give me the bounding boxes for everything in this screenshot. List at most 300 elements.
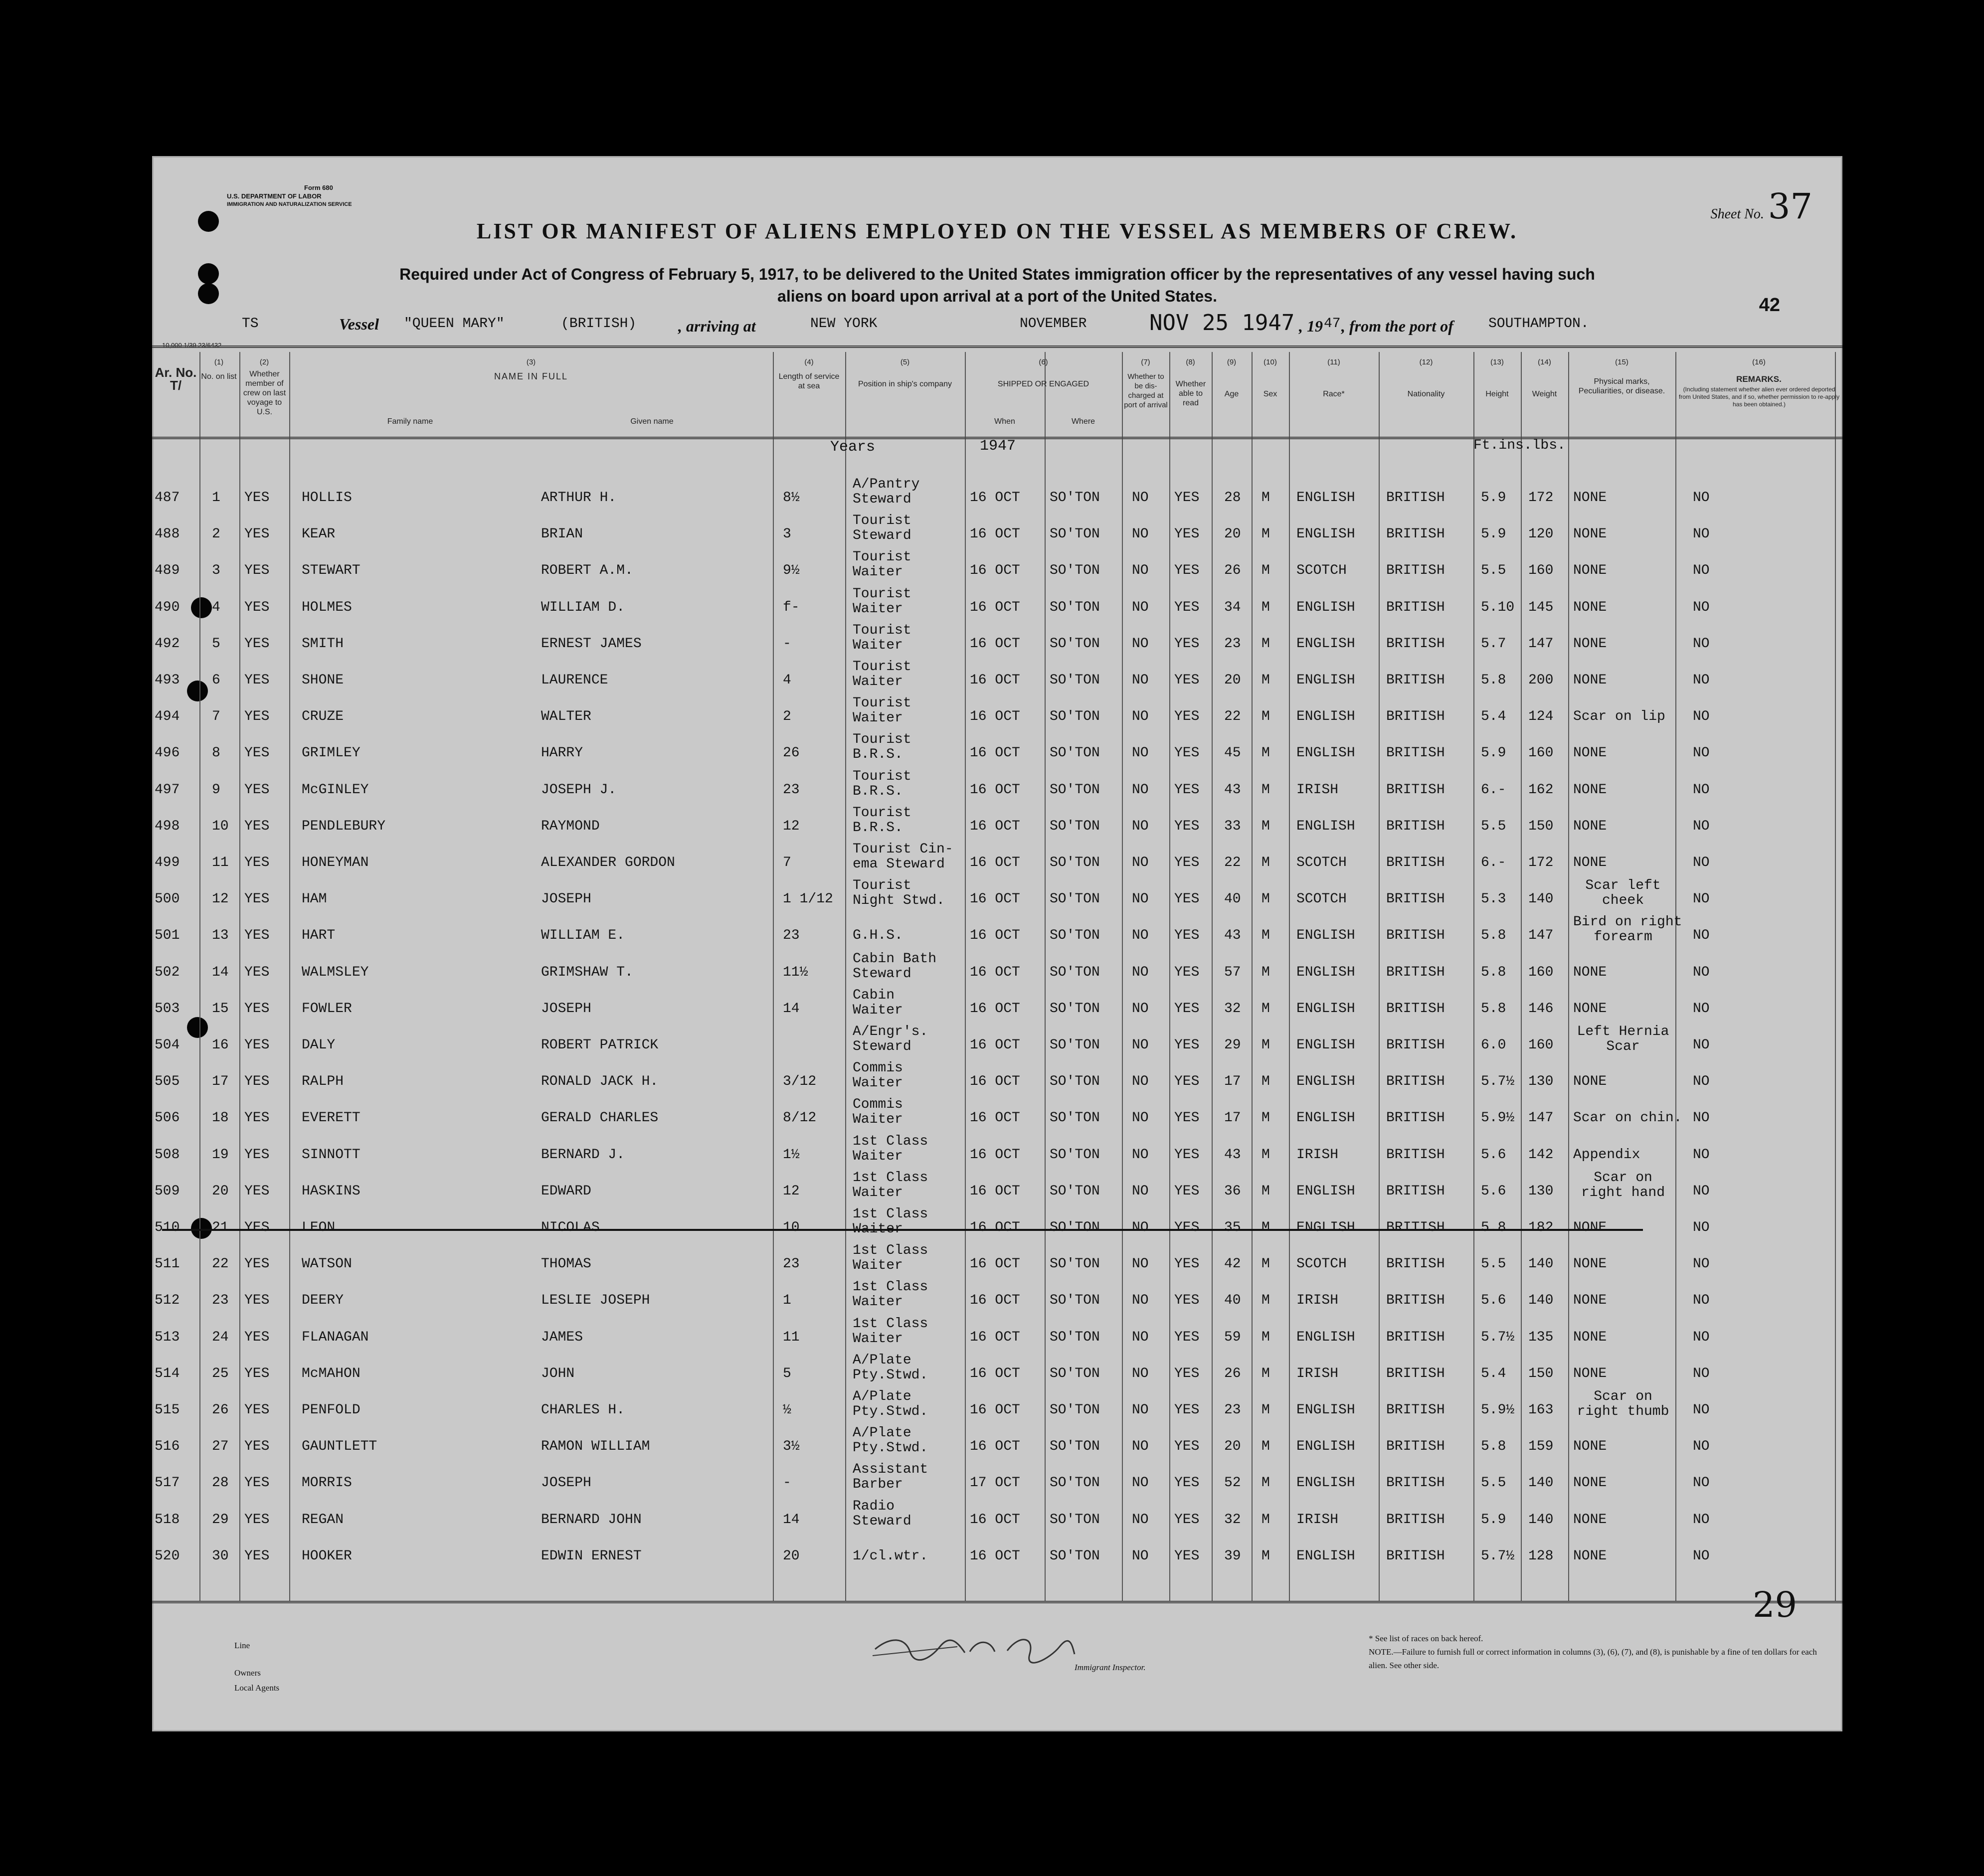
cell-list-no: 17 <box>212 1074 229 1089</box>
cell-position: A/Plate Pty.Stwd. <box>853 1353 928 1383</box>
cell-crew-last-voyage: YES <box>244 1330 270 1345</box>
cell-given-name: ALEXANDER GORDON <box>541 855 675 870</box>
cell-family-name: WATSON <box>302 1256 352 1272</box>
cell-service: 23 <box>783 928 800 943</box>
cell-race: ENGLISH <box>1296 490 1355 506</box>
cell-crew-last-voyage: YES <box>244 819 270 834</box>
cell-crew-last-voyage: YES <box>244 563 270 578</box>
cell-ar-no: 488 <box>155 526 180 542</box>
cell-sex: M <box>1262 891 1270 907</box>
cell-height: 5.9 <box>1481 1512 1506 1528</box>
cell-list-no: 26 <box>212 1402 229 1418</box>
cell-physical-marks: NONE <box>1573 1293 1607 1308</box>
cell-height: 5.8 <box>1481 1001 1506 1017</box>
cell-ar-no: 518 <box>155 1512 180 1528</box>
cell-race: ENGLISH <box>1296 965 1355 980</box>
cell-service: 8½ <box>783 490 800 506</box>
cell-remarks: NO <box>1693 490 1710 506</box>
subtitle <box>312 263 1683 307</box>
cell-able-to-read: YES <box>1174 600 1200 615</box>
cell-family-name: HONEYMAN <box>302 855 369 870</box>
cell-age: 22 <box>1224 709 1241 724</box>
cell-race: ENGLISH <box>1296 1475 1355 1491</box>
cell-family-name: FOWLER <box>302 1001 352 1017</box>
cell-weight: 147 <box>1528 928 1554 943</box>
cell-sex: M <box>1262 1147 1270 1163</box>
cell-height: 5.9½ <box>1481 1110 1515 1126</box>
penalty-note: NOTE.—Failure to furnish full or correct information in columns (3), (6), (7), and (8), is punishable by a fine of ten dollars for each alien. See other side. <box>1369 1647 1817 1670</box>
cell-remarks: NO <box>1693 1037 1710 1053</box>
cell-position: Tourist Waiter <box>853 695 911 726</box>
cell-height: 5.3 <box>1481 891 1506 907</box>
cell-crew-last-voyage: YES <box>244 1037 270 1053</box>
cell-discharged: NO <box>1132 1184 1149 1199</box>
cell-where: SO'TON <box>1050 1512 1100 1528</box>
cell-ar-no: 492 <box>155 636 180 652</box>
cell-list-no: 13 <box>212 928 229 943</box>
cell-list-no: 24 <box>212 1330 229 1345</box>
cell-nationality: BRITISH <box>1386 1037 1445 1053</box>
cell-where: SO'TON <box>1050 1439 1100 1454</box>
cell-given-name: EDWIN ERNEST <box>541 1548 642 1564</box>
cell-list-no: 29 <box>212 1512 229 1528</box>
cell-crew-last-voyage: YES <box>244 965 270 980</box>
cell-position: Tourist Waiter <box>853 549 911 580</box>
sheet-number-label: Sheet No. <box>1710 206 1764 222</box>
column-header <box>152 352 1842 439</box>
cell-ar-no: 498 <box>155 819 180 834</box>
cell-able-to-read: YES <box>1174 1001 1200 1017</box>
table-row <box>152 1316 1842 1355</box>
table-row <box>152 625 1842 662</box>
cell-ar-no: 499 <box>155 855 180 870</box>
cell-service: 9½ <box>783 563 800 578</box>
cell-able-to-read: YES <box>1174 1110 1200 1126</box>
cell-when: 16 OCT <box>970 782 1020 798</box>
signature-scribble <box>870 1632 1080 1667</box>
table-row <box>152 914 1842 953</box>
cell-family-name: PENDLEBURY <box>302 819 386 834</box>
cell-height: 5.10 <box>1481 600 1515 615</box>
col-num: (1) <box>214 358 224 366</box>
cell-position: Tourist B.R.S. <box>853 769 911 799</box>
cell-when: 16 OCT <box>970 1330 1020 1345</box>
col-sex: Sex <box>1263 390 1277 398</box>
table-row <box>152 771 1842 808</box>
cell-able-to-read: YES <box>1174 490 1200 506</box>
cell-discharged: NO <box>1132 928 1149 943</box>
col-family-name: Family name <box>387 417 433 426</box>
cell-when: 16 OCT <box>970 1110 1020 1126</box>
table-row <box>152 1537 1842 1574</box>
cell-family-name: STEWART <box>302 563 361 578</box>
cell-list-no: 1 <box>212 490 220 506</box>
units-subheader: Ft.ins.lbs. <box>1473 438 1566 453</box>
cell-sex: M <box>1262 1184 1270 1199</box>
cell-nationality: BRITISH <box>1386 526 1445 542</box>
cell-age: 43 <box>1224 782 1241 798</box>
cell-given-name: LESLIE JOSEPH <box>541 1293 650 1308</box>
cell-position: Commis Waiter <box>853 1060 903 1091</box>
punch-hole <box>198 283 219 304</box>
table-row <box>152 1206 1842 1245</box>
cell-weight: 124 <box>1528 709 1554 724</box>
cell-when: 16 OCT <box>970 965 1020 980</box>
cell-crew-last-voyage: YES <box>244 526 270 542</box>
cell-given-name: WALTER <box>541 709 591 724</box>
cell-weight: 163 <box>1528 1402 1554 1418</box>
cell-when: 16 OCT <box>970 1184 1020 1199</box>
cell-discharged: NO <box>1132 855 1149 870</box>
handwritten-page-mark: 29 <box>1753 1584 1798 1625</box>
cell-nationality: BRITISH <box>1386 600 1445 615</box>
cell-weight: 147 <box>1528 636 1554 652</box>
table-row <box>152 659 1842 698</box>
cell-where: SO'TON <box>1050 1402 1100 1418</box>
cell-when: 16 OCT <box>970 600 1020 615</box>
col-num: (6) <box>1039 358 1048 366</box>
cell-age: 20 <box>1224 526 1241 542</box>
cell-age: 40 <box>1224 891 1241 907</box>
cell-list-no: 2 <box>212 526 220 542</box>
cell-remarks: NO <box>1693 526 1710 542</box>
cell-discharged: NO <box>1132 1402 1149 1418</box>
cell-sex: M <box>1262 636 1270 652</box>
cell-age: 17 <box>1224 1110 1241 1126</box>
cell-height: 5.8 <box>1481 1220 1506 1235</box>
cell-given-name: JAMES <box>541 1330 583 1345</box>
cell-sex: M <box>1262 855 1270 870</box>
cell-list-no: 8 <box>212 745 220 761</box>
cell-race: ENGLISH <box>1296 1330 1355 1345</box>
cell-sex: M <box>1262 709 1270 724</box>
footer-labels <box>234 1632 279 1702</box>
cell-when: 16 OCT <box>970 1293 1020 1308</box>
cell-age: 52 <box>1224 1475 1241 1491</box>
cell-remarks: NO <box>1693 1256 1710 1272</box>
cell-sex: M <box>1262 1366 1270 1381</box>
cell-height: 5.9 <box>1481 745 1506 761</box>
cell-race: ENGLISH <box>1296 1548 1355 1564</box>
cell-sex: M <box>1262 600 1270 615</box>
cell-where: SO'TON <box>1050 928 1100 943</box>
cell-crew-last-voyage: YES <box>244 1439 270 1454</box>
cell-crew-last-voyage: YES <box>244 1402 270 1418</box>
year-label: , 19 <box>1299 317 1323 335</box>
cell-able-to-read: YES <box>1174 819 1200 834</box>
cell-nationality: BRITISH <box>1386 928 1445 943</box>
cell-remarks: NO <box>1693 1512 1710 1528</box>
cell-race: ENGLISH <box>1296 1220 1355 1235</box>
cell-family-name: GRIMLEY <box>302 745 361 761</box>
sheet-number-value: 37 <box>1768 186 1812 227</box>
cell-physical-marks: NONE <box>1573 1330 1607 1345</box>
vessel-label: Vessel <box>339 315 379 333</box>
cell-race: ENGLISH <box>1296 1037 1355 1053</box>
cell-crew-last-voyage: YES <box>244 600 270 615</box>
cell-given-name: BRIAN <box>541 526 583 542</box>
cell-family-name: REGAN <box>302 1512 344 1528</box>
cell-list-no: 30 <box>212 1548 229 1564</box>
cell-able-to-read: YES <box>1174 1402 1200 1418</box>
col-nationality: Nationality <box>1407 390 1445 398</box>
cell-sex: M <box>1262 928 1270 943</box>
cell-family-name: McMAHON <box>302 1366 361 1381</box>
cell-sex: M <box>1262 490 1270 506</box>
cell-age: 36 <box>1224 1184 1241 1199</box>
cell-ar-no: 494 <box>155 709 180 724</box>
cell-ar-no: 489 <box>155 563 180 578</box>
cell-weight: 135 <box>1528 1330 1554 1345</box>
cell-height: 5.8 <box>1481 673 1506 688</box>
cell-crew-last-voyage: YES <box>244 1475 270 1491</box>
cell-nationality: BRITISH <box>1386 1074 1445 1089</box>
cell-sex: M <box>1262 1256 1270 1272</box>
cell-weight: 162 <box>1528 782 1554 798</box>
cell-ar-no: 513 <box>155 1330 180 1345</box>
cell-race: ENGLISH <box>1296 1110 1355 1126</box>
year-subheader: 1947 <box>980 438 1016 455</box>
cell-discharged: NO <box>1132 1366 1149 1381</box>
cell-age: 45 <box>1224 745 1241 761</box>
cell-race: SCOTCH <box>1296 891 1347 907</box>
service-name: IMMIGRATION AND NATURALIZATION SERVICE <box>227 201 352 207</box>
cell-list-no: 25 <box>212 1366 229 1381</box>
cell-ar-no: 502 <box>155 965 180 980</box>
table-row <box>152 1391 1842 1428</box>
cell-race: ENGLISH <box>1296 1001 1355 1017</box>
cell-list-no: 3 <box>212 563 220 578</box>
col-num: (2) <box>259 358 269 366</box>
cell-position: 1st Class Waiter <box>853 1206 928 1237</box>
cell-race: ENGLISH <box>1296 819 1355 834</box>
cell-height: 5.5 <box>1481 1475 1506 1491</box>
cell-list-no: 20 <box>212 1184 229 1199</box>
cell-weight: 160 <box>1528 745 1554 761</box>
cell-service: 3/12 <box>783 1074 817 1089</box>
col-num: (8) <box>1186 358 1195 366</box>
cell-given-name: RAMON WILLIAM <box>541 1439 650 1454</box>
cell-weight: 147 <box>1528 1110 1554 1126</box>
table-row <box>152 951 1842 990</box>
cell-sex: M <box>1262 1074 1270 1089</box>
cell-nationality: BRITISH <box>1386 1366 1445 1381</box>
col-physical-marks: Physical marks, Peculiarities, or disease. <box>1578 377 1665 395</box>
cell-given-name: RONALD JACK H. <box>541 1074 659 1089</box>
cell-sex: M <box>1262 1220 1270 1235</box>
cell-where: SO'TON <box>1050 526 1100 542</box>
cell-discharged: NO <box>1132 782 1149 798</box>
cell-where: SO'TON <box>1050 1366 1100 1381</box>
cell-nationality: BRITISH <box>1386 1512 1445 1528</box>
cell-crew-last-voyage: YES <box>244 1256 270 1272</box>
cell-weight: 182 <box>1528 1220 1554 1235</box>
cell-ar-no: 496 <box>155 745 180 761</box>
cell-physical-marks: NONE <box>1573 965 1607 980</box>
department: U.S. DEPARTMENT OF LABOR <box>227 192 322 200</box>
cell-when: 16 OCT <box>970 1512 1020 1528</box>
cell-discharged: NO <box>1132 1512 1149 1528</box>
cell-race: ENGLISH <box>1296 745 1355 761</box>
cell-crew-last-voyage: YES <box>244 636 270 652</box>
cell-physical-marks: NONE <box>1573 673 1607 688</box>
cell-nationality: BRITISH <box>1386 490 1445 506</box>
cell-age: 34 <box>1224 600 1241 615</box>
cell-physical-marks: Left Hernia Scar <box>1577 1024 1669 1054</box>
cell-sex: M <box>1262 1001 1270 1017</box>
cell-height: 5.5 <box>1481 819 1506 834</box>
cell-crew-last-voyage: YES <box>244 928 270 943</box>
cell-remarks: NO <box>1693 1110 1710 1126</box>
cell-able-to-read: YES <box>1174 782 1200 798</box>
cell-given-name: BERNARD J. <box>541 1147 625 1163</box>
cell-weight: 128 <box>1528 1548 1554 1564</box>
cell-position: 1st Class Waiter <box>853 1134 928 1164</box>
cell-where: SO'TON <box>1050 636 1100 652</box>
cell-list-no: 22 <box>212 1256 229 1272</box>
cell-service: 1 1/12 <box>783 891 833 907</box>
cell-remarks: NO <box>1693 819 1710 834</box>
cell-age: 22 <box>1224 855 1241 870</box>
cell-family-name: SHONE <box>302 673 344 688</box>
cell-ar-no: 493 <box>155 673 180 688</box>
cell-nationality: BRITISH <box>1386 1439 1445 1454</box>
cell-remarks: NO <box>1693 1184 1710 1199</box>
cell-position: 1st Class Waiter <box>853 1243 928 1273</box>
cell-list-no: 19 <box>212 1147 229 1163</box>
cell-service: - <box>783 636 791 652</box>
cell-race: IRISH <box>1296 1293 1339 1308</box>
table-row <box>152 1136 1842 1173</box>
cell-weight: 140 <box>1528 891 1554 907</box>
cell-when: 16 OCT <box>970 1001 1020 1017</box>
cell-race: ENGLISH <box>1296 709 1355 724</box>
cell-weight: 200 <box>1528 673 1554 688</box>
cell-crew-last-voyage: YES <box>244 1110 270 1126</box>
col-shipped-engaged: SHIPPED OR ENGAGED <box>997 380 1089 388</box>
header-rule <box>152 345 1842 348</box>
cell-list-no: 27 <box>212 1439 229 1454</box>
cell-where: SO'TON <box>1050 891 1100 907</box>
cell-remarks: NO <box>1693 673 1710 688</box>
cell-ar-no: 505 <box>155 1074 180 1089</box>
inspector-label: Immigrant Inspector. <box>1075 1663 1146 1672</box>
cell-weight: 159 <box>1528 1439 1554 1454</box>
cell-able-to-read: YES <box>1174 673 1200 688</box>
from-label: , from the port of <box>1341 317 1453 335</box>
cell-physical-marks: Scar on chin. <box>1573 1110 1682 1126</box>
cell-family-name: SINNOTT <box>302 1147 361 1163</box>
table-row <box>152 1170 1842 1209</box>
cell-ar-no: 517 <box>155 1475 180 1491</box>
cell-discharged: NO <box>1132 636 1149 652</box>
cell-when: 16 OCT <box>970 636 1020 652</box>
cell-height: 5.5 <box>1481 563 1506 578</box>
cell-height: 5.9 <box>1481 526 1506 542</box>
cell-service: 7 <box>783 855 791 870</box>
cell-list-no: 5 <box>212 636 220 652</box>
cell-when: 16 OCT <box>970 891 1020 907</box>
cell-age: 23 <box>1224 636 1241 652</box>
cell-where: SO'TON <box>1050 709 1100 724</box>
cell-remarks: NO <box>1693 855 1710 870</box>
cell-nationality: BRITISH <box>1386 636 1445 652</box>
form-number: Form 680 <box>304 184 333 191</box>
col-num: (13) <box>1490 358 1504 366</box>
cell-sex: M <box>1262 673 1270 688</box>
cell-family-name: GAUNTLETT <box>302 1439 377 1454</box>
cell-where: SO'TON <box>1050 1074 1100 1089</box>
cell-service: - <box>783 1475 791 1491</box>
cell-list-no: 21 <box>212 1220 229 1235</box>
cell-family-name: EVERETT <box>302 1110 361 1126</box>
footer-notes <box>1369 1632 1832 1672</box>
cell-family-name: FLANAGAN <box>302 1330 369 1345</box>
cell-age: 32 <box>1224 1001 1241 1017</box>
cell-ar-no: 508 <box>155 1147 180 1163</box>
cell-discharged: NO <box>1132 819 1149 834</box>
cell-able-to-read: YES <box>1174 928 1200 943</box>
cell-nationality: BRITISH <box>1386 709 1445 724</box>
cell-position: 1st Class Waiter <box>853 1279 928 1310</box>
cell-nationality: BRITISH <box>1386 745 1445 761</box>
col-num: (7) <box>1141 358 1150 366</box>
cell-list-no: 23 <box>212 1293 229 1308</box>
cell-ar-no: 503 <box>155 1001 180 1017</box>
cell-ar-no: 511 <box>155 1256 180 1272</box>
cell-where: SO'TON <box>1050 1548 1100 1564</box>
cell-given-name: HARRY <box>541 745 583 761</box>
cell-family-name: HOLMES <box>302 600 352 615</box>
cell-ar-no: 497 <box>155 782 180 798</box>
cell-remarks: NO <box>1693 1548 1710 1564</box>
cell-service: 12 <box>783 1184 800 1199</box>
cell-when: 16 OCT <box>970 709 1020 724</box>
cell-where: SO'TON <box>1050 1147 1100 1163</box>
cell-sex: M <box>1262 1037 1270 1053</box>
cell-position: A/Engr's. Steward <box>853 1024 928 1054</box>
cell-remarks: NO <box>1693 1402 1710 1418</box>
cell-nationality: BRITISH <box>1386 1220 1445 1235</box>
vessel-prefix: TS <box>242 316 259 332</box>
cell-service: 1 <box>783 1293 791 1308</box>
arrival-year: 47 <box>1324 316 1341 332</box>
cell-discharged: NO <box>1132 891 1149 907</box>
col-given-name: Given name <box>630 417 674 426</box>
years-label: Years <box>830 439 876 456</box>
vessel-name: "QUEEN MARY" <box>404 316 505 332</box>
from-port: SOUTHAMPTON. <box>1488 316 1589 332</box>
cell-height: 5.7½ <box>1481 1330 1515 1345</box>
cell-physical-marks: NONE <box>1573 1439 1607 1454</box>
cell-where: SO'TON <box>1050 745 1100 761</box>
cell-height: 5.7 <box>1481 636 1506 652</box>
cell-physical-marks: NONE <box>1573 1001 1607 1017</box>
cell-able-to-read: YES <box>1174 965 1200 980</box>
cell-family-name: HAM <box>302 891 327 907</box>
col-position: Position in ship's company <box>858 380 952 388</box>
cell-race: ENGLISH <box>1296 636 1355 652</box>
table-row <box>152 695 1842 734</box>
cell-race: IRISH <box>1296 1147 1339 1163</box>
cell-crew-last-voyage: YES <box>244 673 270 688</box>
cell-sex: M <box>1262 819 1270 834</box>
cell-race: ENGLISH <box>1296 1439 1355 1454</box>
cell-list-no: 28 <box>212 1475 229 1491</box>
cell-remarks: NO <box>1693 745 1710 761</box>
cell-discharged: NO <box>1132 1475 1149 1491</box>
cell-given-name: GRIMSHAW T. <box>541 965 633 980</box>
